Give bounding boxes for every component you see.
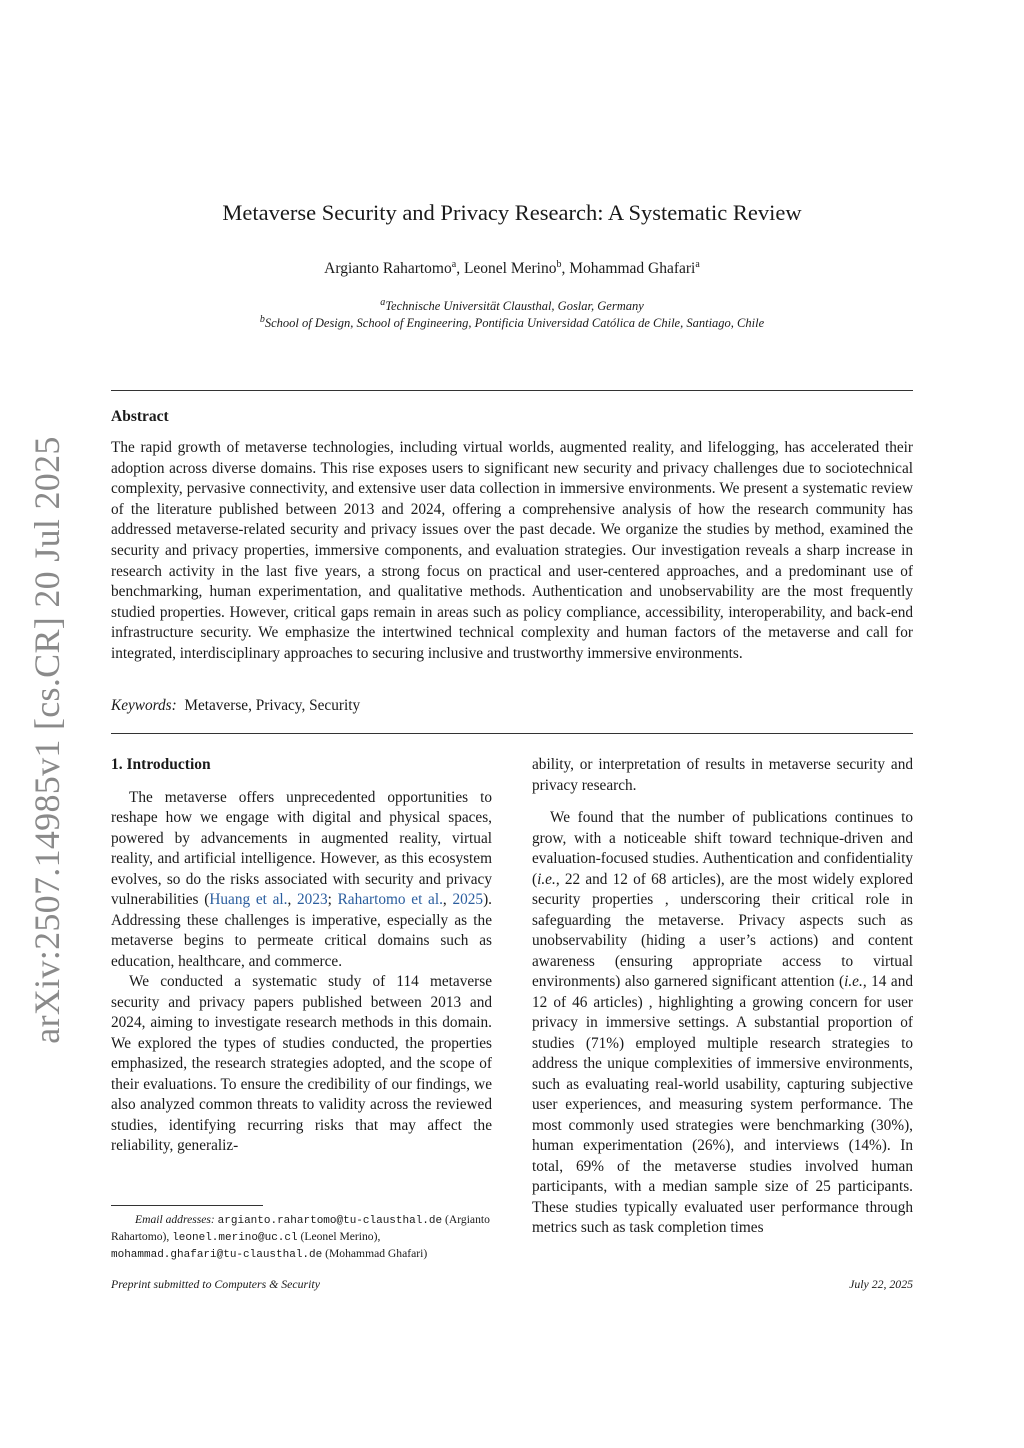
footer-date: July 22, 2025 — [849, 1277, 913, 1291]
author-name: Argianto Rahartomo — [324, 260, 452, 278]
section-heading: 1. Introduction — [111, 756, 211, 773]
affiliation — [0, 297, 1024, 314]
keywords-label: Keywords: — [111, 697, 177, 714]
divider — [111, 733, 913, 734]
right-column — [532, 755, 913, 1239]
affiliation-text: School of Design, School of Engineering, Pontificia Universidad Católica de Chile, Santiago, Chile — [264, 316, 765, 331]
abstract-text: The rapid growth of metaverse technologies, including virtual worlds, augmented reality, and lifelogging, has accelerated their adoption across diverse domains. This rise exposes users to significant new security and privacy challenges due to sociotechnical complexity, pervasive connectivity, and extensive user data collection in immersive environments. We present a systematic review of the literature published between 2013 and 2024, offering a comprehensive analysis of how the research community has addressed metaverse-related security and privacy issues over the past decade. We organize the studies by method, examined the security and privacy properties, immersive components, and evaluation strategies. Our investigation reveals a sharp increase in research activity in the last five years, a strong focus on practical and user-centered approaches, and a predominant use of benchmarking, human experimentation, and qualitative methods. Authentication and unobservability are the most frequently studied properties. However, critical gaps remain in areas such as policy compliance, accessibility, interoperability, and back-end infrastructure security. We emphasize the intertwined technical complexity and human factors of the metaverse and call for integrated, interdisciplinary approaches to securing inclusive and trustworthy immersive environments. — [111, 439, 913, 662]
citation-link[interactable]: Rahartomo et al. — [337, 891, 443, 908]
affiliation-mark: a — [380, 297, 386, 308]
affiliation — [0, 314, 1024, 331]
email-link[interactable]: argianto.rahartomo@tu-clausthal.de — [217, 1215, 443, 1227]
divider — [111, 390, 913, 391]
footer-venue: Preprint submitted to Computers & Security — [111, 1277, 320, 1291]
citation-year-link[interactable]: 2025 — [452, 891, 484, 908]
author-name: Mohammad Ghafari — [569, 260, 696, 278]
footnote-label: Email addresses: — [135, 1213, 215, 1226]
email-link[interactable]: mohammad.ghafari@tu-clausthal.de — [111, 1249, 323, 1261]
author-list: Argianto Rahartomo$^a$, Leonel Merino$^b$, Mohammad Ghafari$^a$ — [324, 259, 700, 278]
affiliation-mark: b — [259, 314, 265, 325]
left-column — [111, 755, 492, 1157]
paragraph: We conducted a systematic study of 114 metaverse security and privacy papers published between 2013 and 2024, aiming to investigate research methods in this domain. We explored the types of studies conducted, the properties emphasized, the research strategies adopted, and the scope of their evaluations. To ensure the credibility of our findings, we also analyzed common threats to validity across the reviewed studies, identifying recurring risks that may affect the reliability, generaliz- — [111, 973, 492, 1154]
paragraph: The metaverse offers unprecedented opportunities to reshape how we engage with digital and physical spaces, powered by advancements in augmented reality, virtual reality, and artificial intelligence. However, as this ecosystem evolves, so do the risks associated with security and privacy vulnerabilities (Huang et al., 2023; Rahartomo et al., 2025). Addressing these challenges is imperative, especially as the metaverse begins to permeate critical domains such as education, healthcare, and commerce. — [111, 788, 492, 970]
keywords — [111, 697, 360, 715]
paper-title: Metaverse Security and Privacy Research: A Systematic Review — [222, 200, 802, 225]
footnote: Email addresses: argianto.rahartomo@tu-clausthal.de (Argianto Rahartomo), leonel.merino@uc.cl (Leonel Merino), mohammad.ghafari@tu-clausthal.de (Mohammad Ghafari) — [111, 1213, 490, 1261]
author-affil-mark: a — [451, 259, 457, 270]
paragraph-continuation: ability, or interpretation of results in metaverse security and privacy research. — [532, 756, 913, 794]
affiliation-text: Technische Universität Clausthal, Goslar, Germany — [385, 299, 644, 314]
footnote-divider — [111, 1205, 263, 1206]
citation-link[interactable]: Huang et al. — [209, 891, 288, 908]
citation-year-link[interactable]: 2023 — [297, 891, 328, 908]
author-name: Leonel Merino — [463, 260, 557, 278]
author-affil-mark: b — [556, 259, 562, 270]
keywords-value: Metaverse, Privacy, Security — [184, 697, 361, 714]
email-link[interactable]: leonel.merino@uc.cl — [172, 1232, 298, 1244]
arxiv-identifier: arXiv:2507.14985v1 [cs.CR] 20 Jul 2025 — [27, 436, 67, 1044]
author-affil-mark: a — [695, 259, 700, 270]
paragraph: We found that the number of publications continues to grow, with a noticeable shift toward technique-driven and evaluation-focused studies. Authentication and confidentiality (i.e., 22 and 12 of 68 articles), are the most widely explored security properties , underscoring their critical role in safeguarding the metaverse. Privacy aspects such as unobservability (hiding a user’s actions) and content awareness (ensuring appropriate access to virtual environments) also garnered significant attention (i.e., 14 and 12 of 46 articles) , highlighting a growing concern for user privacy in immersive settings. A substantial proportion of studies (71%) employed multiple research strategies to address the unique complexities of immersive environments, such as evaluating real-world usability, capturing subjective user experiences, and measuring system performance. The most commonly used strategies were benchmarking (30%), human experimentation (26%), and interviews (14%). In total, 69% of the metaverse studies involved human participants, with a median sample size of 25 participants. These studies typically evaluated user performance through metrics such as task completion times — [532, 809, 913, 1236]
abstract-heading: Abstract — [111, 408, 169, 425]
